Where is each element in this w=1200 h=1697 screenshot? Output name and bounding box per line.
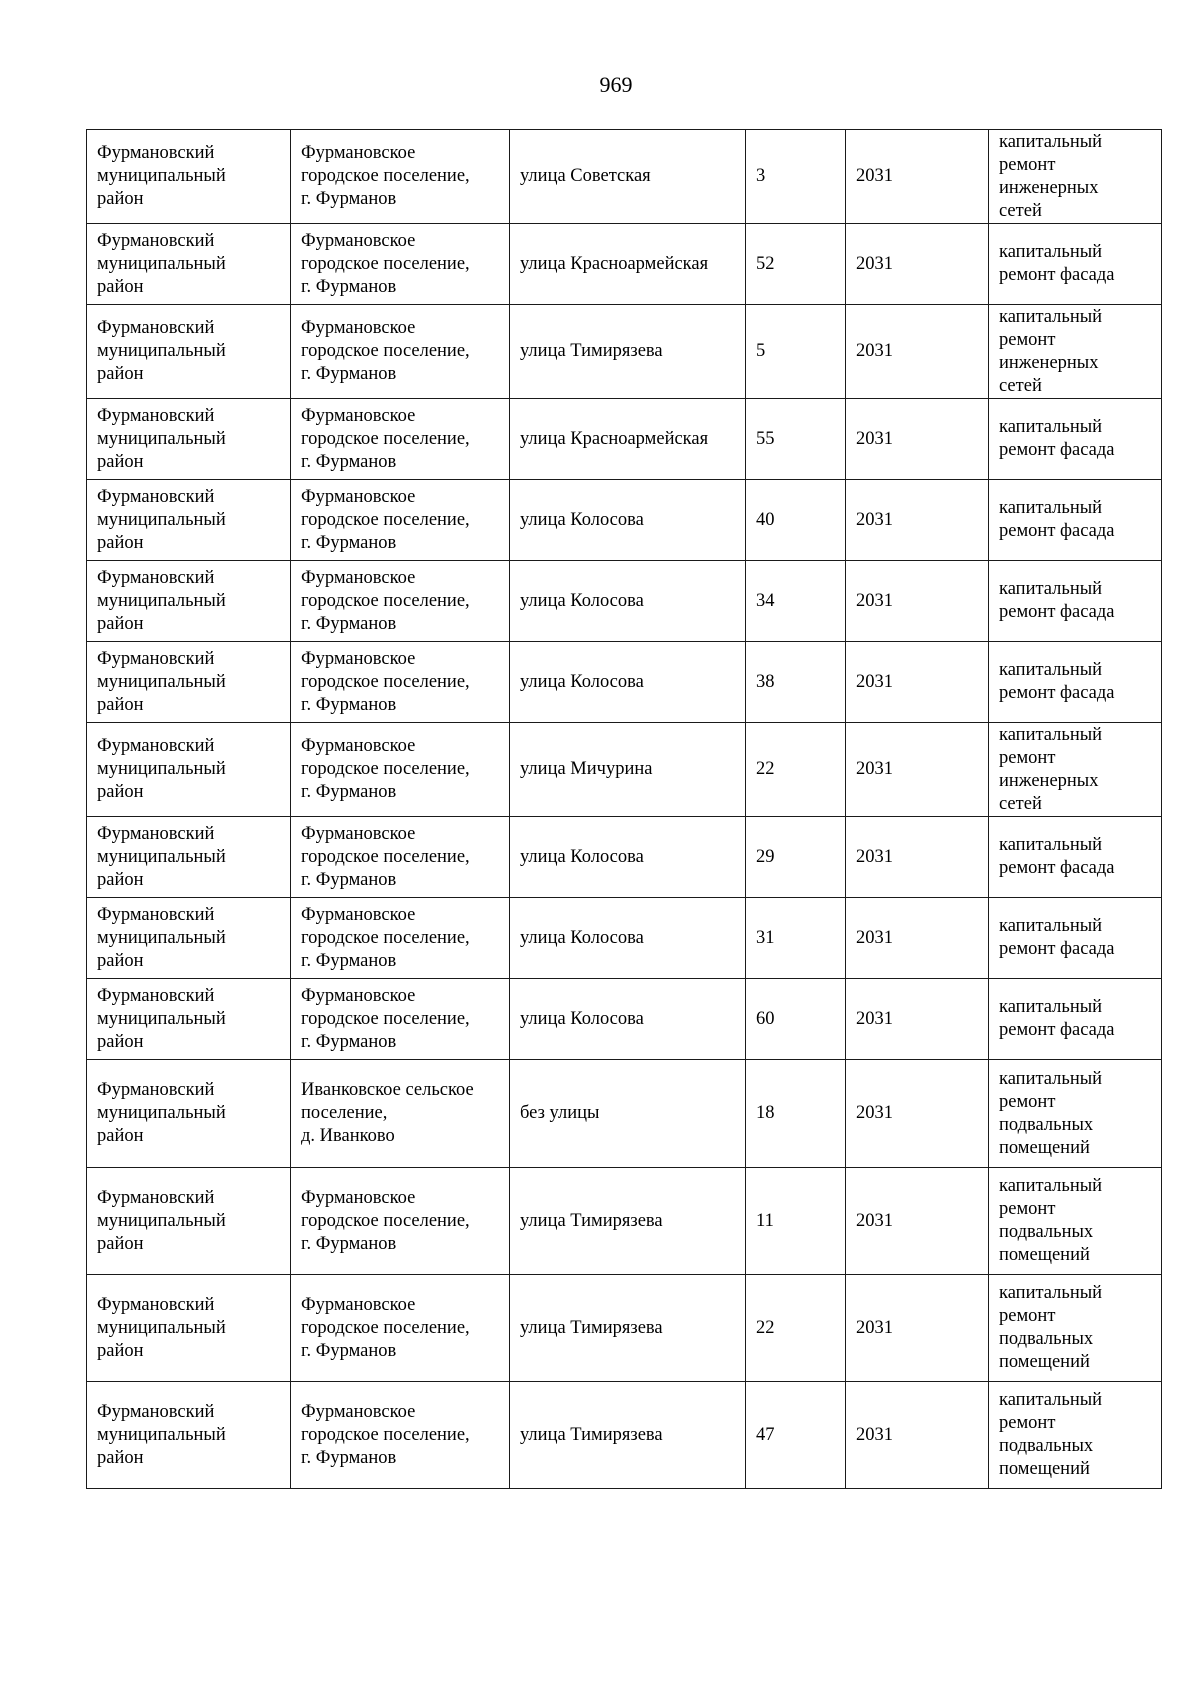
work-type-cell: капитальный ремонт фасада [989, 979, 1162, 1060]
work-type-cell: капитальный ремонт подвальных помещений [989, 1060, 1162, 1168]
settlement-cell: Фурмановское городское поселение, г. Фурманов [291, 224, 510, 305]
repair-schedule-table [86, 129, 1162, 1489]
street-cell: улица Тимирязева [510, 1168, 746, 1275]
street-cell: улица Колосова [510, 480, 746, 561]
year-cell: 2031 [846, 305, 989, 399]
district-cell: Фурмановский муниципальный район [87, 642, 291, 723]
work-type-cell: капитальный ремонт инженерных сетей [989, 130, 1162, 224]
street-cell: улица Тимирязева [510, 305, 746, 399]
street-cell: улица Колосова [510, 817, 746, 898]
work-type-cell: капитальный ремонт фасада [989, 480, 1162, 561]
table-row [87, 1382, 1162, 1489]
work-type-cell: капитальный ремонт фасада [989, 561, 1162, 642]
table-row [87, 480, 1162, 561]
work-type-cell: капитальный ремонт подвальных помещений [989, 1382, 1162, 1489]
year-cell: 2031 [846, 480, 989, 561]
district-cell: Фурмановский муниципальный район [87, 224, 291, 305]
settlement-cell: Иванковское сельское поселение, д. Иванково [291, 1060, 510, 1168]
house-number-cell: 22 [746, 723, 846, 817]
house-number-cell: 11 [746, 1168, 846, 1275]
table-row [87, 561, 1162, 642]
year-cell: 2031 [846, 642, 989, 723]
table-row [87, 130, 1162, 224]
year-cell: 2031 [846, 1382, 989, 1489]
street-cell: улица Красноармейская [510, 224, 746, 305]
district-cell: Фурмановский муниципальный район [87, 130, 291, 224]
table-row [87, 399, 1162, 480]
settlement-cell: Фурмановское городское поселение, г. Фурманов [291, 723, 510, 817]
district-cell: Фурмановский муниципальный район [87, 898, 291, 979]
house-number-cell: 34 [746, 561, 846, 642]
district-cell: Фурмановский муниципальный район [87, 979, 291, 1060]
house-number-cell: 22 [746, 1275, 846, 1382]
district-cell: Фурмановский муниципальный район [87, 1382, 291, 1489]
district-cell: Фурмановский муниципальный район [87, 1168, 291, 1275]
house-number-cell: 31 [746, 898, 846, 979]
street-cell: улица Тимирязева [510, 1382, 746, 1489]
district-cell: Фурмановский муниципальный район [87, 399, 291, 480]
district-cell: Фурмановский муниципальный район [87, 1060, 291, 1168]
table-row [87, 1060, 1162, 1168]
street-cell: улица Мичурина [510, 723, 746, 817]
settlement-cell: Фурмановское городское поселение, г. Фурманов [291, 399, 510, 480]
year-cell: 2031 [846, 399, 989, 480]
table-row [87, 898, 1162, 979]
work-type-cell: капитальный ремонт подвальных помещений [989, 1275, 1162, 1382]
year-cell: 2031 [846, 130, 989, 224]
house-number-cell: 40 [746, 480, 846, 561]
table-row [87, 723, 1162, 817]
street-cell: улица Красноармейская [510, 399, 746, 480]
settlement-cell: Фурмановское городское поселение, г. Фурманов [291, 642, 510, 723]
street-cell: улица Колосова [510, 561, 746, 642]
settlement-cell: Фурмановское городское поселение, г. Фурманов [291, 1275, 510, 1382]
year-cell: 2031 [846, 1275, 989, 1382]
street-cell: улица Советская [510, 130, 746, 224]
settlement-cell: Фурмановское городское поселение, г. Фурманов [291, 898, 510, 979]
settlement-cell: Фурмановское городское поселение, г. Фурманов [291, 130, 510, 224]
year-cell: 2031 [846, 561, 989, 642]
street-cell: улица Колосова [510, 898, 746, 979]
district-cell: Фурмановский муниципальный район [87, 817, 291, 898]
street-cell: улица Колосова [510, 979, 746, 1060]
work-type-cell: капитальный ремонт фасада [989, 817, 1162, 898]
table-row [87, 224, 1162, 305]
district-cell: Фурмановский муниципальный район [87, 305, 291, 399]
house-number-cell: 55 [746, 399, 846, 480]
street-cell: улица Колосова [510, 642, 746, 723]
district-cell: Фурмановский муниципальный район [87, 723, 291, 817]
house-number-cell: 29 [746, 817, 846, 898]
settlement-cell: Фурмановское городское поселение, г. Фурманов [291, 561, 510, 642]
settlement-cell: Фурмановское городское поселение, г. Фурманов [291, 1382, 510, 1489]
table-row [87, 817, 1162, 898]
year-cell: 2031 [846, 1168, 989, 1275]
year-cell: 2031 [846, 723, 989, 817]
street-cell: улица Тимирязева [510, 1275, 746, 1382]
year-cell: 2031 [846, 1060, 989, 1168]
year-cell: 2031 [846, 979, 989, 1060]
work-type-cell: капитальный ремонт подвальных помещений [989, 1168, 1162, 1275]
settlement-cell: Фурмановское городское поселение, г. Фурманов [291, 817, 510, 898]
house-number-cell: 52 [746, 224, 846, 305]
house-number-cell: 3 [746, 130, 846, 224]
work-type-cell: капитальный ремонт фасада [989, 399, 1162, 480]
table-row [87, 979, 1162, 1060]
work-type-cell: капитальный ремонт фасада [989, 224, 1162, 305]
work-type-cell: капитальный ремонт инженерных сетей [989, 305, 1162, 399]
settlement-cell: Фурмановское городское поселение, г. Фурманов [291, 305, 510, 399]
table-row [87, 1168, 1162, 1275]
table-row [87, 642, 1162, 723]
year-cell: 2031 [846, 817, 989, 898]
year-cell: 2031 [846, 898, 989, 979]
table-row [87, 1275, 1162, 1382]
house-number-cell: 5 [746, 305, 846, 399]
district-cell: Фурмановский муниципальный район [87, 561, 291, 642]
table-row [87, 305, 1162, 399]
work-type-cell: капитальный ремонт инженерных сетей [989, 723, 1162, 817]
year-cell: 2031 [846, 224, 989, 305]
house-number-cell: 38 [746, 642, 846, 723]
work-type-cell: капитальный ремонт фасада [989, 642, 1162, 723]
house-number-cell: 47 [746, 1382, 846, 1489]
page-number: 969 [599, 72, 633, 97]
district-cell: Фурмановский муниципальный район [87, 1275, 291, 1382]
house-number-cell: 18 [746, 1060, 846, 1168]
district-cell: Фурмановский муниципальный район [87, 480, 291, 561]
settlement-cell: Фурмановское городское поселение, г. Фурманов [291, 480, 510, 561]
work-type-cell: капитальный ремонт фасада [989, 898, 1162, 979]
settlement-cell: Фурмановское городское поселение, г. Фурманов [291, 979, 510, 1060]
street-cell: без улицы [510, 1060, 746, 1168]
settlement-cell: Фурмановское городское поселение, г. Фурманов [291, 1168, 510, 1275]
house-number-cell: 60 [746, 979, 846, 1060]
